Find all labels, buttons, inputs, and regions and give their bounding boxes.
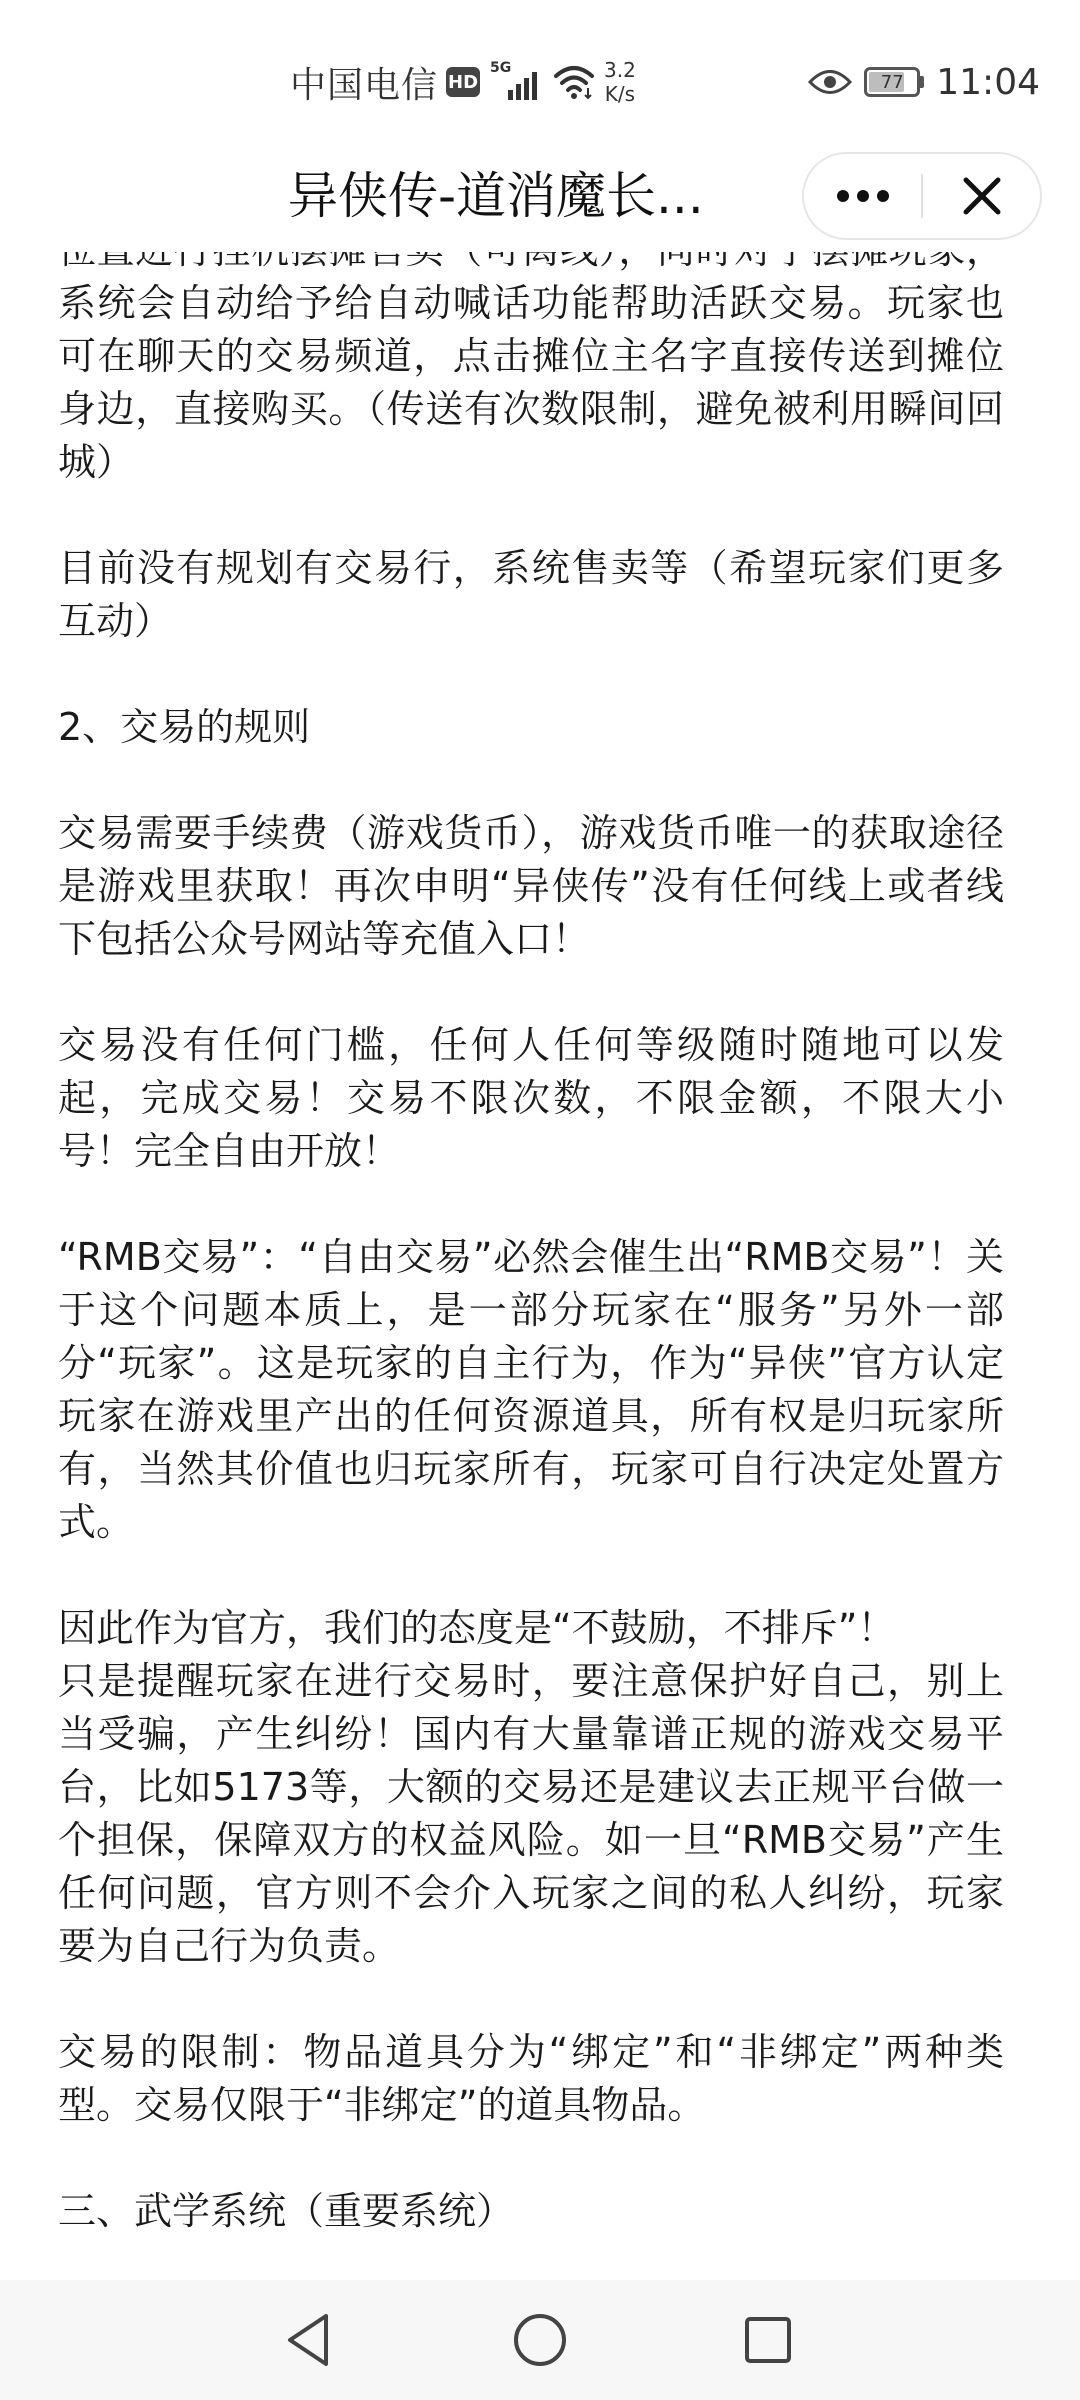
clock: 11:04: [936, 61, 1040, 103]
close-button[interactable]: [923, 154, 1040, 238]
mini-program-capsule: [802, 152, 1042, 240]
cellular-signal-icon: [490, 60, 542, 104]
article-body: [58, 224, 1004, 2238]
battery-icon: [864, 67, 924, 97]
hd-voice-icon: HD: [446, 67, 480, 97]
status-left-group: [290, 52, 636, 112]
network-speed: [604, 58, 636, 106]
section-heading: 2、交易的规则: [58, 705, 311, 749]
home-button[interactable]: [504, 2304, 576, 2376]
back-button[interactable]: [272, 2304, 344, 2376]
article-paragraph: 目前没有规划有交易行，系统售卖等（希望玩家们更多互动）: [58, 546, 1004, 643]
status-bar: [0, 0, 1080, 140]
eye-icon: [808, 67, 852, 97]
article-paragraph: 交易需要手续费（游戏货币），游戏货币唯一的获取途径是游戏里获取！再次申明“异侠传”没有任何线上或者线下包括公众号网站等充值入口！: [58, 811, 1004, 961]
network-type-label: 5G: [490, 60, 512, 76]
page-title: 异侠传-道消魔长...: [288, 167, 704, 225]
system-navigation-bar: [0, 2280, 1080, 2400]
article-paragraph: 交易的限制：物品道具分为“绑定”和“非绑定”两种类型。交易仅限于“非绑定”的道具物品。: [58, 2030, 1004, 2127]
recents-button[interactable]: [732, 2304, 804, 2376]
close-icon: [962, 176, 1002, 216]
article-paragraph: 系统会自动给予给自动喊话功能帮助活跃交易。玩家也可在聊天的交易频道，点击摊位主名字直接传送到摊位身边，直接购买。（传送有次数限制，避免被利用瞬间回城）: [58, 281, 1004, 484]
home-icon: [512, 2312, 568, 2368]
recents-icon: [743, 2315, 793, 2365]
signal-bars: [508, 72, 537, 100]
article-paragraph: “RMB交易”：“自由交易”必然会催生出“RMB交易”！关于这个问题本质上，是一部分玩家在“服务”另外一部分“玩家”。这是玩家的自主行为，作为“异侠”官方认定玩家在游戏里产出的任何资源道具，所有权是归玩家所有，当然其价值也归玩家所有，玩家可自行决定处置方式。: [58, 1235, 1004, 1544]
network-speed-value: 3.2: [604, 58, 636, 82]
status-right-group: [808, 52, 1040, 112]
more-icon: [835, 189, 891, 203]
battery-body: [864, 67, 920, 97]
section-heading: 三、武学系统（重要系统）: [58, 2189, 515, 2233]
carrier-name: 中国电信: [290, 64, 439, 106]
back-icon: [282, 2312, 334, 2368]
article-content[interactable]: [0, 180, 1080, 2280]
wifi-icon: [552, 62, 596, 102]
more-button[interactable]: [804, 154, 921, 238]
title-bar: [0, 140, 1080, 252]
article-paragraph: 因此作为官方，我们的态度是“不鼓励，不排斥”！ 只是提醒玩家在进行交易时，要注意保护好自己，别上当受骗，产生纠纷！国内有大量靠谱正规的游戏交易平台，比如5173等，大额的交易还是建议去正规平台做一个担保，保障双方的权益风险。如一旦“RMB交易”产生任何问题，官方则不会介入玩家之间的私人纠纷，玩家要为自己行为负责。: [58, 1606, 1004, 1968]
network-speed-unit: K/s: [604, 82, 636, 106]
battery-tip: [920, 76, 924, 88]
article-paragraph: 交易没有任何门槛，任何人任何等级随时随地可以发起，完成交易！交易不限次数，不限金额，不限大小号！完全自由开放！: [58, 1023, 1004, 1173]
battery-level: 77: [880, 71, 904, 93]
